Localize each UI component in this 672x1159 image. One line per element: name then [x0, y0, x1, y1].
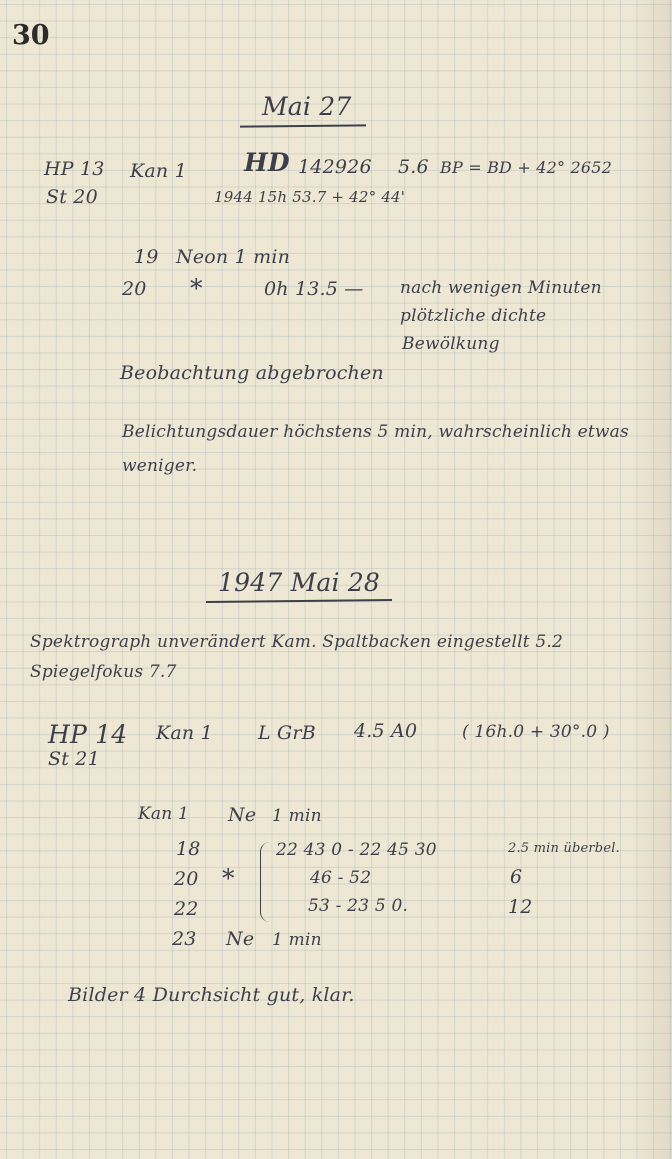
entry1-date: Mai 27 [262, 92, 352, 121]
entry2-spectro-line: Spiegelfokus 7.7 [30, 662, 177, 682]
entry1-note-line: Bewölkung [402, 334, 500, 354]
table-header-duration: 1 min [272, 806, 322, 826]
entry1-hd-number: 142926 [298, 156, 372, 178]
entry2-object: L GrB [258, 722, 316, 744]
entry2-date: 1947 Mai 28 [218, 568, 381, 597]
table-row-star: * [222, 864, 235, 893]
entry1-line20-time: 0h 13.5 — [264, 278, 364, 300]
table-row-num: 18 [176, 838, 201, 860]
entry2-spectro-line: Spektrograph unverändert Kam. Spaltbacken eingestellt 5.2 [30, 632, 564, 652]
table-brace [260, 842, 271, 922]
entry2-coords: ( 16h.0 + 30°.0 ) [462, 722, 610, 742]
entry1-abort: Beobachtung abgebrochen [120, 362, 384, 384]
table-row-value: 6 [510, 866, 523, 888]
table-row-value: 12 [508, 896, 533, 918]
entry1-hp: HP 13 [44, 158, 105, 180]
entry1-note-line: nach wenigen Minuten [400, 278, 602, 298]
entry1-note-line: plötzliche dichte [400, 306, 547, 326]
entry1-exposure-line: Belichtungsdauer höchstens 5 min, wahrscheinlich etwas [122, 422, 629, 442]
table-header-ne: Ne [228, 804, 257, 826]
entry1-mag: 5.6 [398, 156, 429, 178]
page-number: 30 [12, 20, 50, 51]
entry1-exposure-line: weniger. [122, 456, 198, 476]
entry1-date-underline [240, 124, 366, 127]
entry1-coords: 1944 15h 53.7 + 42° 44' [214, 188, 406, 206]
table-last-ne: Ne [226, 928, 255, 950]
entry2-hp: HP 14 [48, 720, 128, 749]
table-row-num: 20 [174, 868, 199, 890]
table-row-time: 53 - 23 5 0. [308, 896, 409, 916]
table-last-duration: 1 min [272, 930, 322, 950]
entry1-bp: BP = BD + 42° 2652 [440, 158, 613, 177]
entry1-line20-num: 20 [122, 278, 147, 300]
table-row-time: 46 - 52 [310, 868, 372, 888]
table-last-num: 23 [172, 928, 197, 950]
entry1-line20-star: * [190, 274, 203, 303]
entry1-hd-label: HD [244, 148, 290, 177]
table-header-kan: Kan 1 [138, 804, 190, 824]
entry1-line19-text: Neon 1 min [176, 246, 291, 268]
entry1-st: St 20 [46, 186, 98, 208]
table-row-num: 22 [174, 898, 199, 920]
table-row-time: 22 43 0 - 22 45 30 [276, 840, 437, 860]
entry2-st: St 21 [48, 748, 100, 770]
entry2-mag: 4.5 A0 [354, 720, 418, 742]
entry1-line19-num: 19 [134, 246, 159, 268]
table-row-note: 2.5 min überbel. [508, 841, 620, 856]
entry2-kan: Kan 1 [156, 722, 213, 744]
entry2-date-underline [206, 599, 392, 603]
entry1-kan: Kan 1 [130, 160, 187, 182]
entry2-footer: Bilder 4 Durchsicht gut, klar. [68, 984, 355, 1006]
